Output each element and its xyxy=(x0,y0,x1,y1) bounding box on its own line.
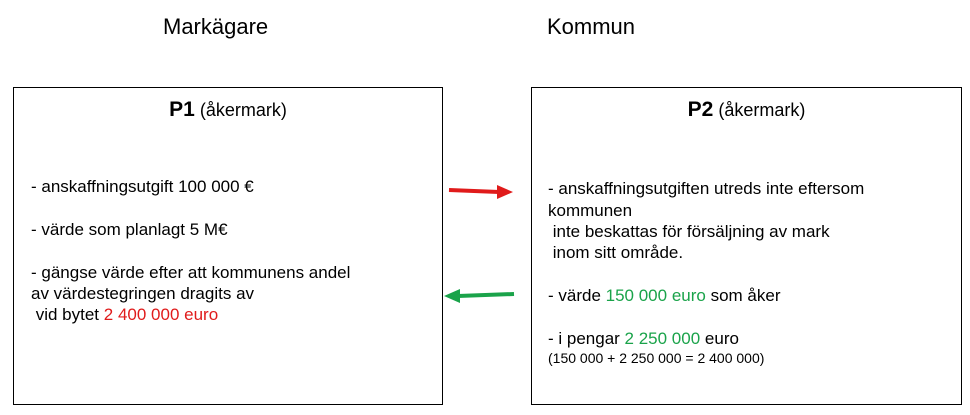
p1-box xyxy=(13,87,443,405)
p1-exchange-label: vid bytet xyxy=(31,305,104,324)
p2-line-money xyxy=(548,329,739,349)
green-arrow-left-icon xyxy=(442,286,516,306)
p2-line-value xyxy=(548,286,780,306)
p1-exchange-value: 2 400 000 euro xyxy=(103,305,219,324)
heading-kommun: Kommun xyxy=(547,14,636,39)
p2-value-suffix: som åker xyxy=(705,286,781,305)
p1-title-desc: (åkermark) xyxy=(199,100,287,120)
p2-value-amount: 150 000 euro xyxy=(605,286,706,305)
p1-title xyxy=(14,98,442,122)
p1-line-planned-value: - värde som planlagt 5 M€ xyxy=(31,220,228,239)
p2-line-acquisition-b: kommunen xyxy=(548,201,633,220)
p2-line-sum: (150 000 + 2 250 000 = 2 400 000) xyxy=(548,350,765,366)
p1-line-market-value-a: - gängse värde efter att kommunens andel xyxy=(31,263,351,282)
p2-title-desc: (åkermark) xyxy=(718,100,806,120)
p1-title-code: P1 xyxy=(169,98,195,121)
p2-money-amount: 2 250 000 xyxy=(624,329,701,348)
p2-line-acquisition-d: inom sitt område. xyxy=(548,243,684,262)
p2-value-label: - värde xyxy=(548,286,606,305)
p2-box xyxy=(531,87,962,405)
p2-line-acquisition-a: - anskaffningsutgiften utreds inte eftersom xyxy=(548,179,865,198)
p2-money-label: - i pengar xyxy=(548,329,625,348)
p1-line-acquisition: - anskaffningsutgift 100 000 € xyxy=(31,177,254,196)
p1-line-market-value-c xyxy=(31,305,218,325)
p2-line-acquisition-c: inte beskattas för försäljning av mark xyxy=(548,222,830,241)
p1-line-market-value-b: av värdestegringen dragits av xyxy=(31,284,255,303)
p2-money-suffix: euro xyxy=(700,329,739,348)
p2-title xyxy=(532,98,961,122)
p2-title-code: P2 xyxy=(687,98,714,121)
red-arrow-right-icon xyxy=(447,182,517,202)
heading-markagare: Markägare xyxy=(163,14,269,39)
